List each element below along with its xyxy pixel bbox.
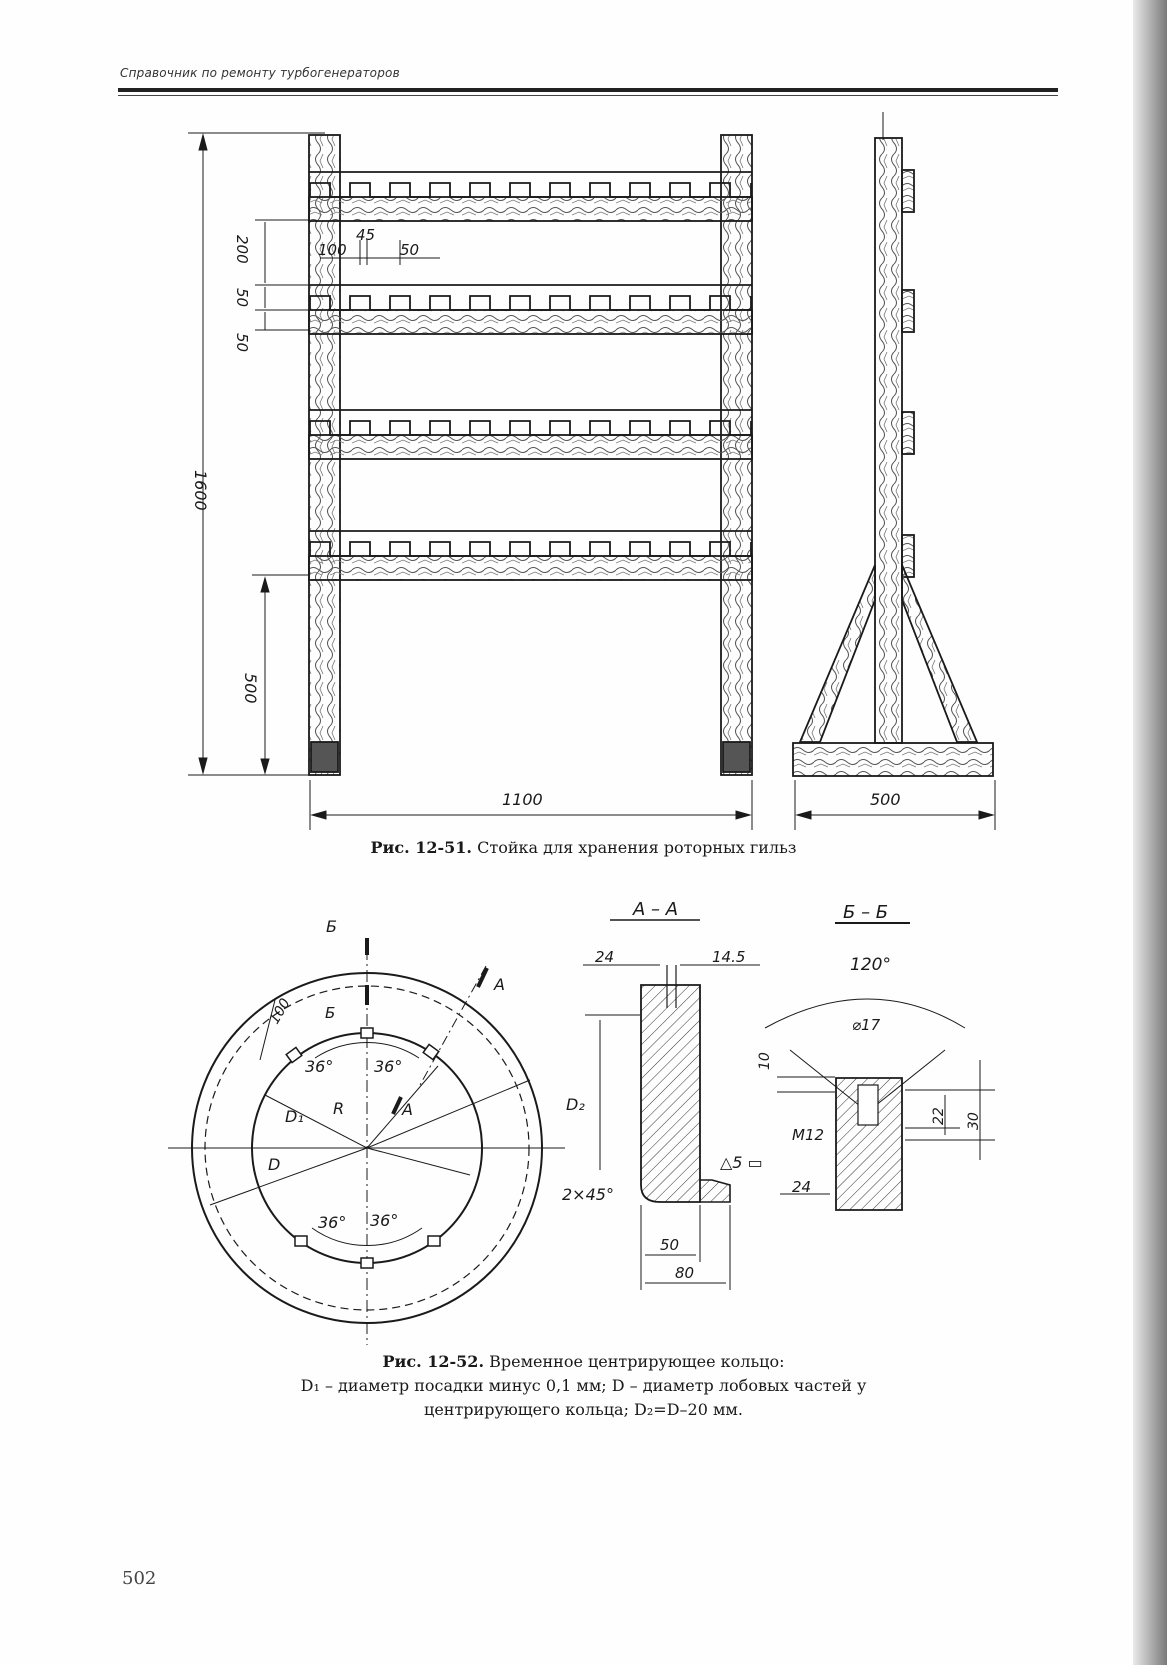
- dim-base-depth: 500: [870, 790, 901, 809]
- caption-text: Стойка для хранения роторных гильз: [477, 838, 797, 857]
- dim-bottom: 500: [241, 673, 260, 704]
- figure-12-52-caption: [0, 1350, 1167, 1422]
- dim-tooth-pitch: 45: [356, 226, 376, 244]
- label-d1: D₁: [285, 1107, 304, 1126]
- bb-dim-30: 30: [966, 1112, 982, 1130]
- bb-angle: 120°: [850, 955, 891, 975]
- caption-first-line: [0, 1350, 1167, 1374]
- figure-12-52-ring-drawing: [0, 880, 1167, 1330]
- shelf-3: [309, 410, 752, 459]
- rack-side-view: [793, 112, 993, 776]
- section-aa-view: [583, 920, 760, 1290]
- label-r: R: [333, 1099, 345, 1118]
- dim-100: 100: [266, 995, 294, 1027]
- ring-plan-view: [168, 938, 565, 1345]
- shelf-1: [309, 172, 752, 221]
- section-bb-title: Б – Б: [843, 902, 889, 923]
- running-header: Справочник по ремонту турбогенераторов: [120, 66, 400, 80]
- bb-thread: M12: [792, 1126, 825, 1144]
- aa-dim-80: 80: [675, 1264, 695, 1282]
- label-section-a-inner: A: [402, 1100, 413, 1119]
- bb-dim-24: 24: [792, 1178, 812, 1196]
- bb-dim-10: 10: [757, 1052, 773, 1070]
- bb-dim-22: 22: [931, 1107, 947, 1125]
- caption-legend-1: D₁ – диаметр посадки минус 0,1 мм; D – диаметр лобовых частей у: [300, 1376, 867, 1395]
- angle-upper-right: 36°: [374, 1057, 403, 1076]
- caption-number-2: Рис. 12-52.: [382, 1352, 485, 1371]
- shelf-4: [309, 531, 752, 580]
- aa-dim-50: 50: [660, 1236, 680, 1254]
- label-section-b-top: Б: [326, 917, 337, 936]
- dim-offset: 100: [318, 241, 347, 259]
- dim-tooth-height-a: 50: [233, 288, 251, 308]
- aa-d2: D₂: [566, 1095, 585, 1114]
- dim-width: 1100: [502, 790, 543, 809]
- dim-tooth-width: 50: [400, 241, 420, 259]
- bb-hole: ⌀17: [852, 1016, 881, 1034]
- caption-number: Рис. 12-51.: [370, 838, 472, 857]
- caption-text-2: Временное центрирующее кольцо:: [489, 1352, 785, 1371]
- label-section-a-top: A: [494, 975, 505, 994]
- dim-tooth-height-b: 50: [233, 333, 251, 353]
- figure-12-51-caption: [0, 838, 1167, 857]
- angle-lower-left: 36°: [318, 1213, 347, 1232]
- page-number: 502: [122, 1568, 157, 1589]
- label-section-b-inner: Б: [325, 1004, 336, 1022]
- dim-total-height: 1600: [191, 470, 210, 511]
- caption-legend-2: центрирующего кольца; D₂=D–20 мм.: [424, 1400, 743, 1419]
- label-d: D: [268, 1155, 281, 1174]
- aa-chamfer: 2×45°: [562, 1185, 614, 1204]
- aa-dim-145: 14.5: [712, 948, 746, 966]
- angle-upper-left: 36°: [305, 1057, 334, 1076]
- dim-shelf-spacing: 200: [233, 235, 251, 264]
- shelf-2: [309, 285, 752, 334]
- angle-lower-right: 36°: [370, 1211, 399, 1230]
- aa-dim-24: 24: [595, 948, 615, 966]
- bb-weld-symbol: △5 ▭: [720, 1153, 763, 1172]
- section-aa-title: A – A: [633, 899, 679, 920]
